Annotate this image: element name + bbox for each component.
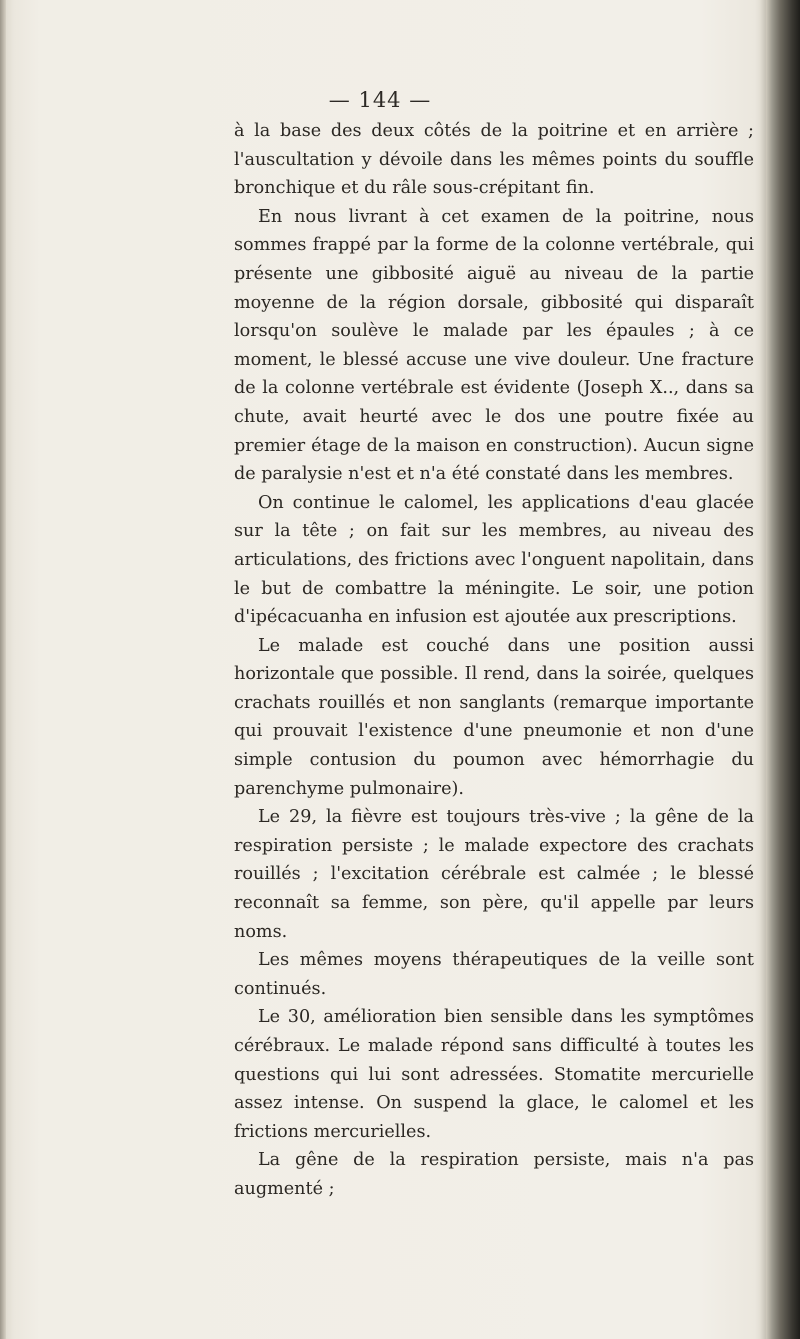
paragraph-2: En nous livrant à cet examen de la poitrine, nous sommes frappé par la forme de la colonne vertébrale, qui présente une gibbosité aiguë au niveau de la partie moyenne de la région dorsale, gibbosité qui disparaît lorsqu'on soulève le malade par les épaules ; à ce moment, le blessé accuse une vive douleur. Une fracture de la colonne vertébrale est évidente (Joseph X.., dans sa chute, avait heurté avec le dos une poutre fixée au premier étage de la maison en construction). Aucun signe de paralysie n'est et n'a été constaté dans les membres. (234, 206, 754, 485)
paragraph-1: à la base des deux côtés de la poitrine et en arrière ; l'auscultation y dévoile dans les mêmes points du souffle bronchique et du râle sous-crépitant fin. (234, 121, 754, 199)
book-spine-edge (766, 0, 800, 1339)
body-text (234, 117, 754, 1204)
paragraph-7: Le 30, amélioration bien sensible dans les symptômes cérébraux. Le malade répond sans difficulté à toutes les questions qui lui sont adressées. Stomatite mercurielle assez intense. On suspend la glace, le calomel et les frictions mercurielles. (234, 1007, 754, 1142)
paragraph-3: On continue le calomel, les applications d'eau glacée sur la tête ; on fait sur les membres, au niveau des articulations, des frictions avec l'onguent napolitain, dans le but de combattre la méningite. Le soir, une potion d'ipécacuanha en infusion est ajoutée aux prescriptions. (234, 492, 754, 628)
paragraph-8: La gêne de la respiration persiste, mais n'a pas augmenté ; (234, 1150, 754, 1199)
paragraph-6: Les mêmes moyens thérapeutiques de la veille sont continués. (234, 950, 754, 999)
paragraph-4: Le malade est couché dans une position aussi horizontale que possible. Il rend, dans la soirée, quelques crachats rouillés et non sanglants (remarque importante qui prouvait l'existence d'une pneumonie et non d'une simple contusion du poumon avec hémorrhagie du parenchyme pulmonaire). (234, 635, 754, 799)
page-left-edge (0, 0, 6, 1339)
paragraph-5: Le 29, la fièvre est toujours très-vive ; la gêne de la respiration persiste ; le malade expectore des crachats rouillés ; l'excitation cérébrale est calmée ; le blessé reconnaît sa femme, son père, qu'il appelle par leurs noms. (234, 807, 754, 942)
page-number: — 144 — (328, 88, 432, 112)
